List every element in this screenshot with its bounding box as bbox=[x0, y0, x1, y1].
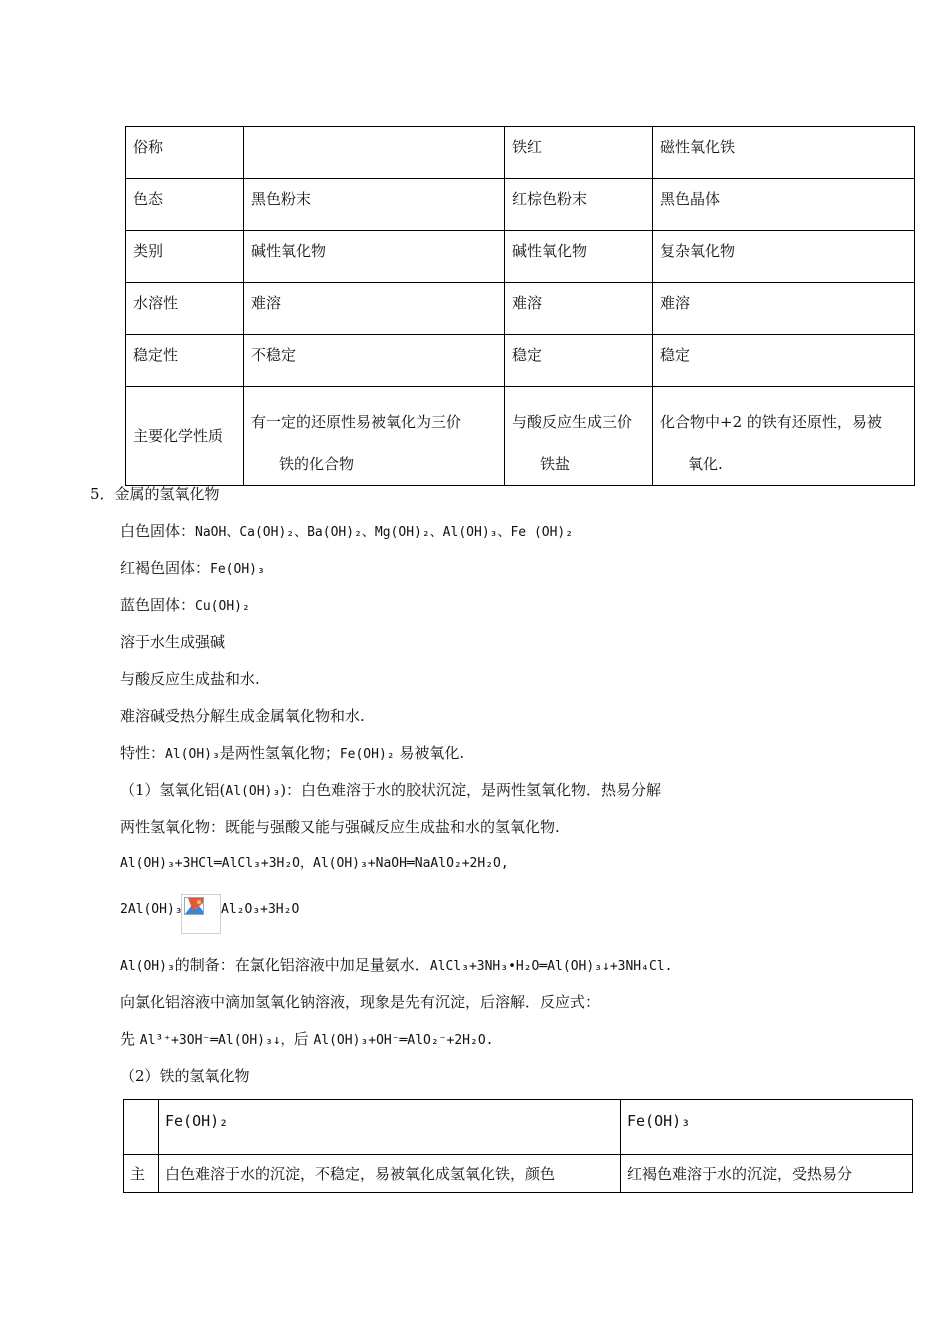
iron-hydroxide-heading: （2）铁的氢氧化物 bbox=[120, 1067, 250, 1085]
fe2o3-cell: 稳定 bbox=[505, 335, 653, 387]
table-row bbox=[124, 1155, 913, 1193]
text-run: 特性： bbox=[120, 744, 166, 762]
fe2o3-cell: 红棕色粉末 bbox=[505, 179, 653, 231]
special-property-line bbox=[120, 743, 464, 765]
text-run: 易被氧化. bbox=[394, 744, 465, 762]
cell-line: 有一定的还原性易被氧化为三价 bbox=[251, 413, 462, 431]
formula: Fe(OH)₂ bbox=[339, 747, 395, 762]
formula: Cu(OH)₂ bbox=[195, 599, 250, 614]
feo-cell bbox=[244, 387, 505, 486]
formula: Al(OH)₃ bbox=[225, 784, 281, 799]
table-row bbox=[126, 179, 915, 231]
row-label: 俗称 bbox=[126, 127, 244, 179]
broken-image-icon bbox=[181, 894, 221, 934]
row-label: 主要化学性质 bbox=[126, 387, 244, 486]
aluminum-hydroxide-heading bbox=[120, 780, 661, 802]
fe3o4-cell: 磁性氧化铁 bbox=[653, 127, 915, 179]
fe2o3-cell: 难溶 bbox=[505, 283, 653, 335]
feo-cell: 碱性氧化物 bbox=[244, 231, 505, 283]
table-header-row bbox=[124, 1100, 913, 1155]
row-label: 色态 bbox=[126, 179, 244, 231]
reddish-brown-line bbox=[120, 558, 265, 580]
paragraph: 向氯化铝溶液中滴加氢氧化钠溶液，现象是先有沉淀，后溶解．反应式： bbox=[120, 993, 601, 1011]
line-label: 白色固体： bbox=[120, 522, 196, 540]
equation: Al(OH)₃+3HCl═AlCl₃+3H₂O，Al(OH)₃+NaOH═NaAlO₂+2H₂O, bbox=[120, 856, 509, 871]
feo-cell bbox=[244, 127, 505, 179]
section-heading: 5．金属的氢氧化物 bbox=[90, 485, 220, 503]
column-header: Fe(OH)₂ bbox=[159, 1100, 621, 1155]
cell-line: 与酸反应生成三价 bbox=[512, 413, 633, 431]
text-run: 先 bbox=[120, 1030, 140, 1048]
formula-list: NaOH、Ca(OH)₂、Ba(OH)₂、Mg(OH)₂、Al(OH)₃、Fe (OH)₂ bbox=[195, 525, 574, 540]
paragraph: 与酸反应生成盐和水. bbox=[120, 670, 260, 688]
equation-left: 2Al(OH)₃ bbox=[120, 902, 183, 917]
row-label: 类别 bbox=[126, 231, 244, 283]
table-row bbox=[126, 127, 915, 179]
table-row bbox=[126, 387, 915, 486]
fe2o3-cell bbox=[505, 387, 653, 486]
text-run: 是两性氢氧化物； bbox=[219, 744, 340, 762]
table-row bbox=[126, 335, 915, 387]
feo-cell: 难溶 bbox=[244, 283, 505, 335]
line-label: 红褐色固体： bbox=[120, 559, 211, 577]
reaction-line bbox=[120, 1029, 493, 1051]
column-header: Fe(OH)₃ bbox=[621, 1100, 913, 1155]
table-row bbox=[126, 231, 915, 283]
row-label: 主 bbox=[124, 1155, 159, 1193]
text-run: 的制备：在氯化铝溶液中加足量氨水． bbox=[174, 956, 430, 974]
fe3o4-cell bbox=[653, 387, 915, 486]
text-run: （1）氢氧化铝( bbox=[120, 781, 226, 799]
fe3o4-cell: 稳定 bbox=[653, 335, 915, 387]
fe3o4-cell: 黑色晶体 bbox=[653, 179, 915, 231]
equation-right: Al₂O₃+3H₂O bbox=[221, 902, 300, 917]
white-solid-line bbox=[120, 521, 573, 543]
paragraph: 溶于水生成强碱 bbox=[120, 633, 226, 651]
text-run: 后 bbox=[293, 1030, 314, 1048]
paragraph: 两性氢氧化物：既能与强酸又能与强碱反应生成盐和水的氢氧化物. bbox=[120, 818, 560, 836]
feo-cell: 黑色粉末 bbox=[244, 179, 505, 231]
iron-oxides-table bbox=[125, 126, 915, 486]
fe3o4-cell: 难溶 bbox=[653, 283, 915, 335]
corner-cell bbox=[124, 1100, 159, 1155]
formula: Al(OH)₃ bbox=[120, 959, 175, 974]
feo-cell: 不稳定 bbox=[244, 335, 505, 387]
cell-line: 铁盐 bbox=[540, 455, 571, 473]
table-row bbox=[126, 283, 915, 335]
blue-solid-line bbox=[120, 595, 250, 617]
line-label: 蓝色固体： bbox=[120, 596, 196, 614]
fe2o3-cell: 铁红 bbox=[505, 127, 653, 179]
cell-line: 氧化. bbox=[688, 455, 723, 473]
cell-line: 化合物中+2 的铁有还原性，易被 bbox=[660, 413, 882, 431]
formula: Al(OH)₃+OH⁻═AlO₂⁻+2H₂O. bbox=[313, 1033, 494, 1048]
cell-line: 铁的化合物 bbox=[279, 455, 355, 473]
formula: Fe(OH)₃ bbox=[210, 562, 265, 577]
iron-hydroxides-table bbox=[123, 1099, 913, 1193]
fe2o3-cell: 碱性氧化物 bbox=[505, 231, 653, 283]
row-label: 水溶性 bbox=[126, 283, 244, 335]
text-run: )：白色难溶于水的胶状沉淀，是两性氢氧化物．热易分解 bbox=[280, 781, 662, 799]
fe3o4-cell: 复杂氧化物 bbox=[653, 231, 915, 283]
formula: Al³⁺+3OH⁻═Al(OH)₃↓， bbox=[139, 1033, 294, 1048]
table-cell: 白色难溶于水的沉淀，不稳定，易被氧化成氢氧化铁，颜色 bbox=[159, 1155, 621, 1193]
paragraph: 难溶碱受热分解生成金属氧化物和水. bbox=[120, 707, 365, 725]
table-cell: 红褐色难溶于水的沉淀，受热易分 bbox=[621, 1155, 913, 1193]
preparation-line bbox=[120, 955, 672, 977]
formula: Al(OH)₃ bbox=[165, 747, 220, 762]
row-label: 稳定性 bbox=[126, 335, 244, 387]
formula: AlCl₃+3NH₃•H₂O═Al(OH)₃↓+3NH₄Cl. bbox=[429, 959, 673, 974]
